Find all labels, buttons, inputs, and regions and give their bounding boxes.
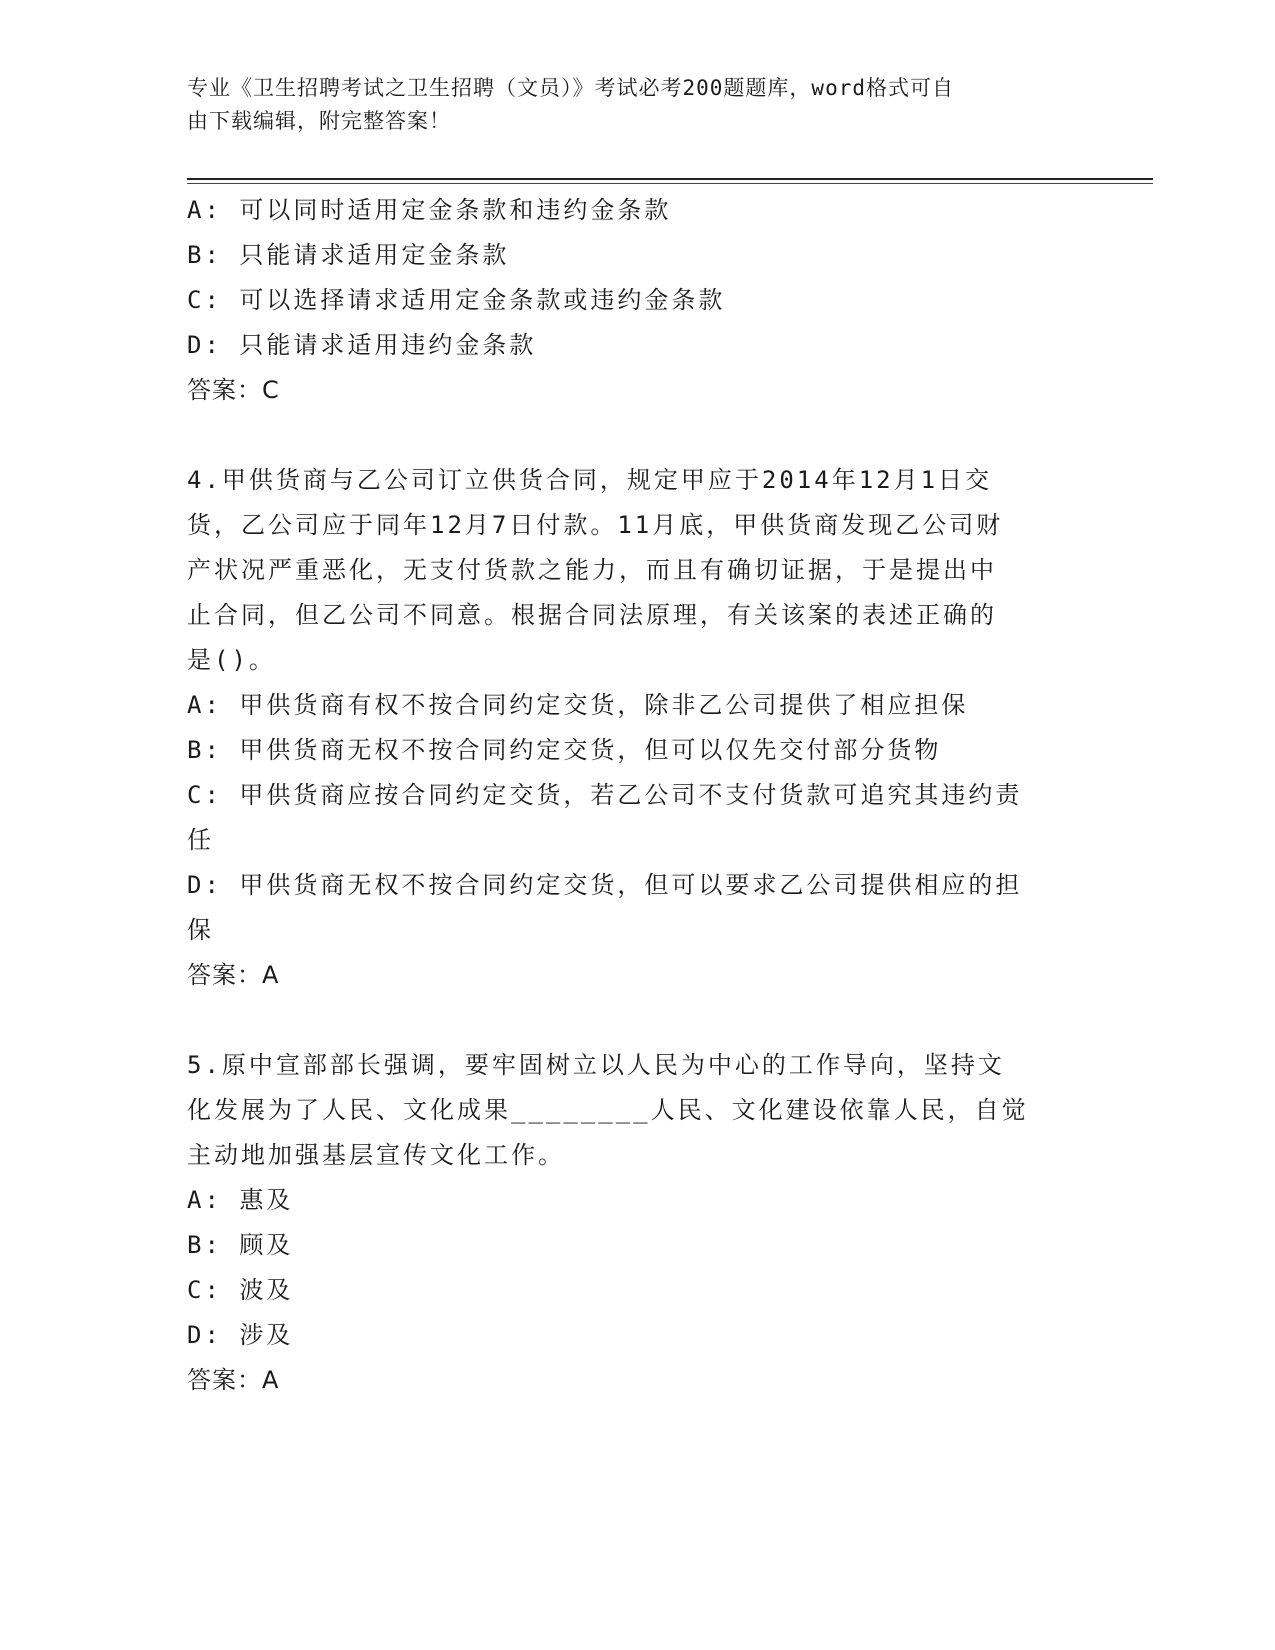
question-3 xyxy=(187,188,1087,413)
q3-option-d: D: 只能请求适用违约金条款 xyxy=(187,331,537,359)
header-divider-thick xyxy=(187,178,1153,180)
q5-answer: 答案：A xyxy=(187,1366,280,1394)
q3-option-c: C: 可以选择请求适用定金条款或违约金条款 xyxy=(187,286,726,314)
q4-option-d: D: 甲供货商无权不按合同约定交货，但可以要求乙公司提供相应的担 xyxy=(187,871,1023,899)
question-4 xyxy=(187,458,1087,998)
q4-stem-line: 是()。 xyxy=(187,646,276,674)
q5-option-d: D: 涉及 xyxy=(187,1321,294,1349)
q4-stem-line: 4.甲供货商与乙公司订立供货合同，规定甲应于2014年12月1日交 xyxy=(187,466,993,494)
q4-answer: 答案：A xyxy=(187,961,280,989)
header-line-2: 由下载编辑，附完整答案！ xyxy=(187,109,451,133)
header-line-1: 专业《卫生招聘考试之卫生招聘（文员）》考试必考200题题库，word格式可自 xyxy=(187,76,954,100)
q4-option-c-wrap: 任 xyxy=(187,826,214,854)
q3-option-a: A: 可以同时适用定金条款和违约金条款 xyxy=(187,196,672,224)
q4-stem-line: 货，乙公司应于同年12月7日付款。11月底，甲供货商发现乙公司财 xyxy=(187,511,1004,539)
q4-option-a: A: 甲供货商有权不按合同约定交货，除非乙公司提供了相应担保 xyxy=(187,691,969,719)
q4-option-b: B: 甲供货商无权不按合同约定交货，但可以仅先交付部分货物 xyxy=(187,736,942,764)
q5-option-c: C: 波及 xyxy=(187,1276,294,1304)
document-header xyxy=(187,72,1067,138)
q4-stem-line: 止合同，但乙公司不同意。根据合同法原理，有关该案的表述正确的 xyxy=(187,601,997,629)
q5-stem-line: 5.原中宣部部长强调，要牢固树立以人民为中心的工作导向，坚持文 xyxy=(187,1051,1005,1079)
q5-option-b: B: 顾及 xyxy=(187,1231,294,1259)
q5-stem-line: 化发展为了人民、文化成果________人民、文化建设依靠人民，自觉 xyxy=(187,1096,1029,1124)
q4-option-c: C: 甲供货商应按合同约定交货，若乙公司不支付货款可追究其违约责 xyxy=(187,781,1023,809)
q4-stem-line: 产状况严重恶化，无支付货款之能力，而且有确切证据，于是提出中 xyxy=(187,556,997,584)
q3-option-b: B: 只能请求适用定金条款 xyxy=(187,241,510,269)
spacer xyxy=(187,998,1087,1043)
question-5 xyxy=(187,1043,1087,1403)
q3-answer: 答案：C xyxy=(187,376,280,404)
question-content xyxy=(187,188,1087,1403)
spacer xyxy=(187,413,1087,458)
header-divider-thin xyxy=(187,183,1153,184)
q5-option-a: A: 惠及 xyxy=(187,1186,294,1214)
q4-option-d-wrap: 保 xyxy=(187,916,214,944)
q5-stem-line: 主动地加强基层宣传文化工作。 xyxy=(187,1141,565,1169)
